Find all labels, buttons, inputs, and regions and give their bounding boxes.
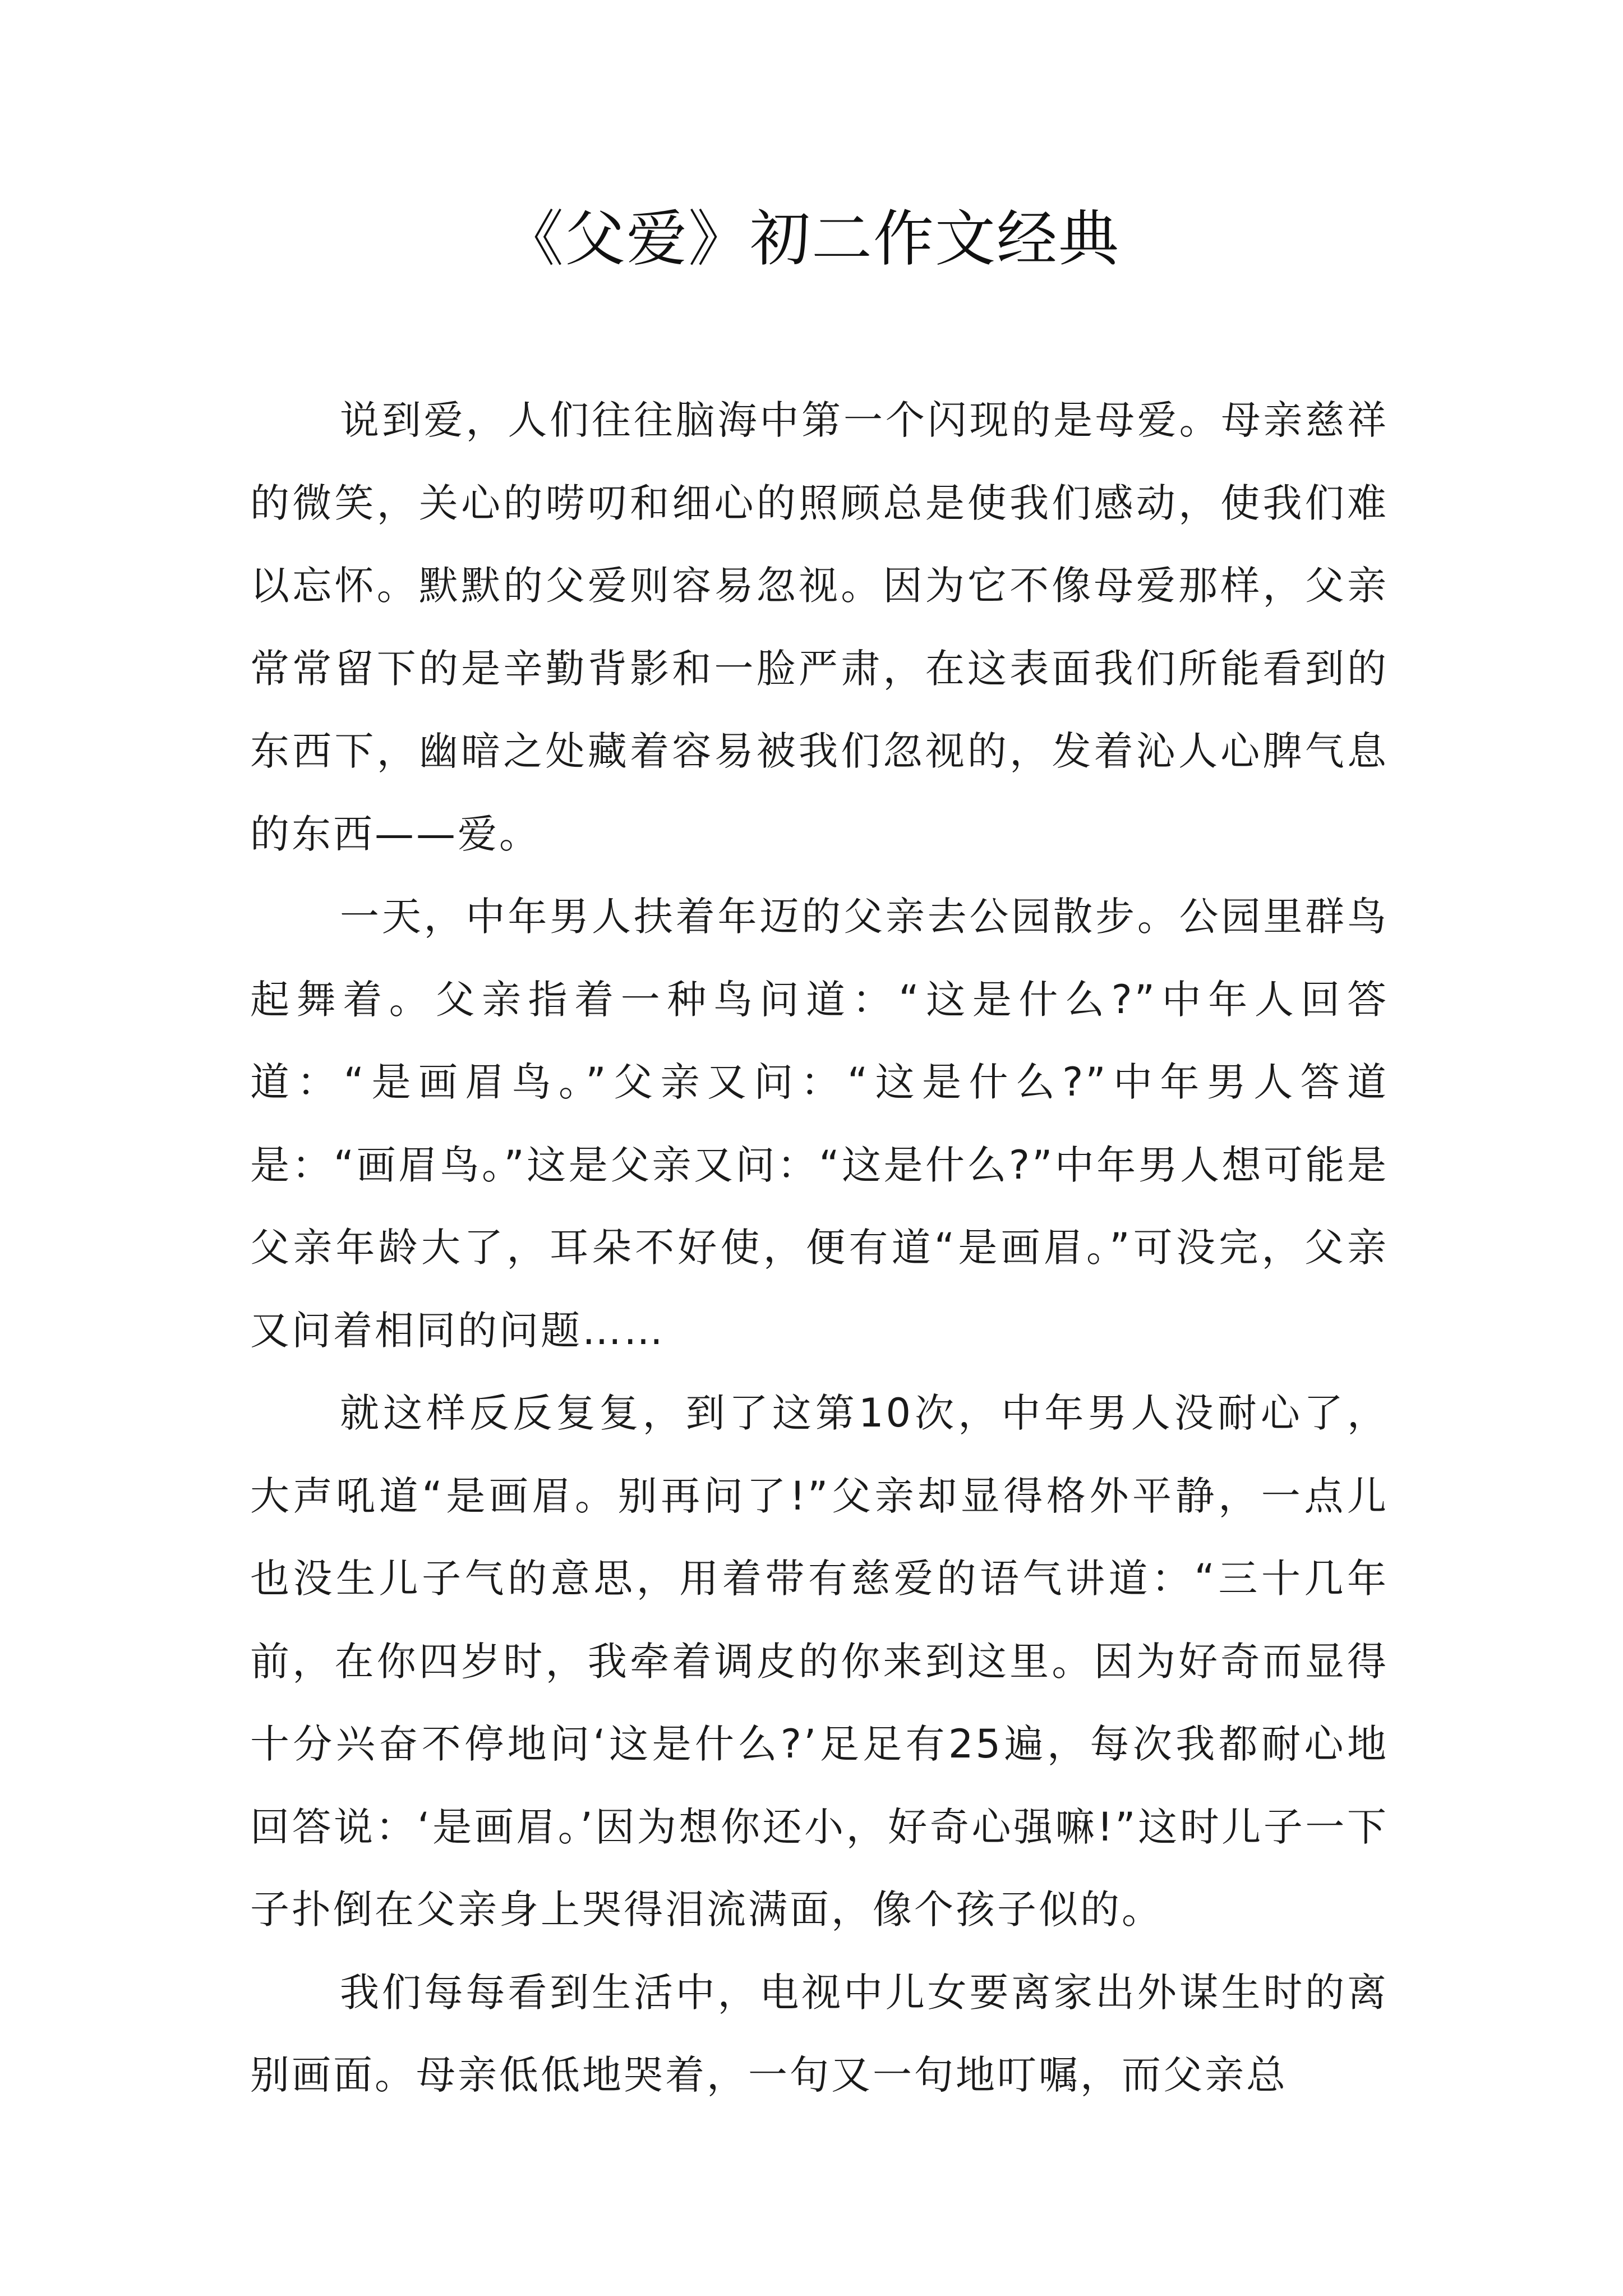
- document-title: 《父爱》初二作文经典: [502, 204, 1120, 274]
- paragraph-4: 我们每每看到生活中，电视中儿女要离家出外谋生时的离别画面。母亲低低地哭着，一句又一句地叮嘱，而父亲总: [250, 1969, 1389, 2098]
- paragraph-3: 就这样反反复复，到了这第10次，中年男人没耐心了，大声吼道“是画眉。别再问了!”父亲却显得格外平静，一点儿也没生儿子气的意思，用着带有慈爱的语气讲道：“三十几年前，在你四岁时，我牵着调皮的你来到这里。因为好奇而显得十分兴奋不停地问‘这是什么?’足足有25遍，每次我都耐心地回答说：‘是画眉。’因为想你还小，好奇心强嘛!”这时儿子一下子扑倒在父亲身上哭得泪流满面，像个孩子似的。: [250, 1390, 1389, 1932]
- document-body: [250, 379, 1389, 2117]
- paragraph-1: 说到爱，人们往往脑海中第一个闪现的是母爱。母亲慈祥的微笑，关心的唠叨和细心的照顾总是使我们感动，使我们难以忘怀。默默的父爱则容易忽视。因为它不像母爱那样，父亲常常留下的是辛勤背影和一脸严肃，在这表面我们所能看到的东西下，幽暗之处藏着容易被我们忽视的，发着沁人心脾气息的东西——爱。: [250, 397, 1389, 857]
- paragraph-2: 一天，中年男人扶着年迈的父亲去公园散步。公园里群鸟起舞着。父亲指着一种鸟问道：“这是什么?”中年人回答道：“是画眉鸟。”父亲又问：“这是什么?”中年男人答道是：“画眉鸟。”这是父亲又问：“这是什么?”中年男人想可能是父亲年龄大了，耳朵不好使，便有道“是画眉。”可没完，父亲又问着相同的问题……: [250, 894, 1389, 1354]
